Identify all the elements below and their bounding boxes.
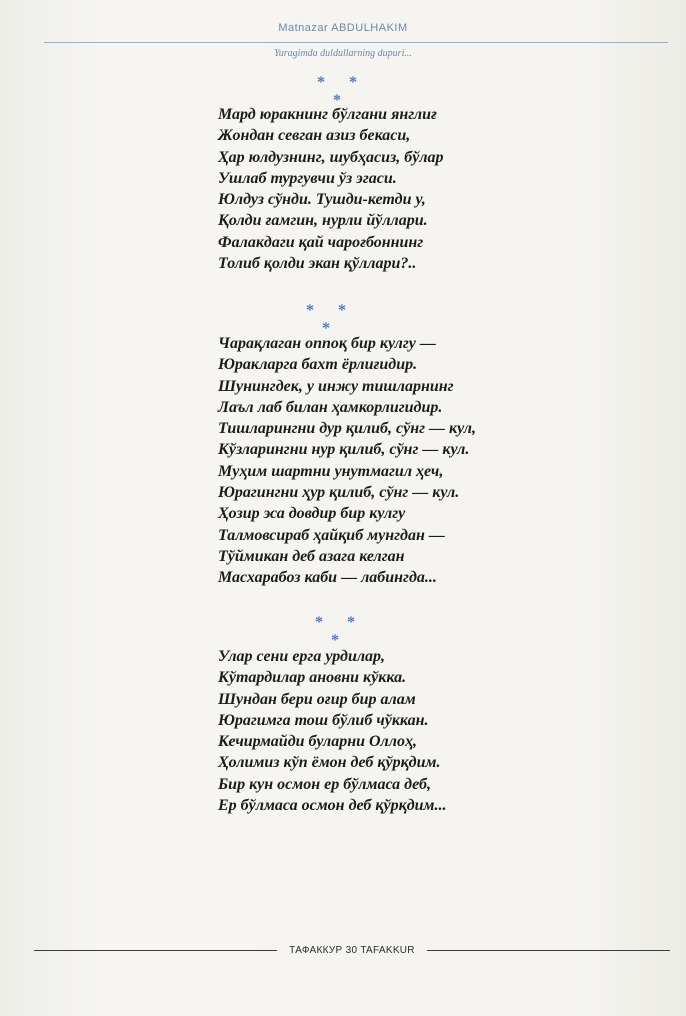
poem-line: Юракларга бахт ёрлиғидир. [218,356,418,374]
poem-line: Тишларингни дур қилиб, сўнг — кул, [218,420,476,438]
poem-line: Масхарабоз каби — лабингда... [218,569,437,587]
poem-line: Юлдуз сўнди. Тушди-кетди у, [218,191,426,209]
header-divider [44,42,668,43]
poem-line: Ушлаб тургувчи ўз эгаси. [218,169,397,187]
poem-line: Жондан севган азиз бекаси, [218,127,411,145]
page-footer [34,944,670,956]
poem-line: Қолди ғамгин, нурли йўллари. [218,212,428,230]
poem-stanza-3 [218,646,548,816]
running-header-subtitle: Yuragimda duldullarning dupuri... [274,48,412,59]
stanza-separator-3: * * * [315,614,365,649]
stanza-separator-1: * * * [317,74,367,109]
poem-line: Ҳолимиз кўп ёмон деб қўрқдим. [218,754,441,772]
stanza-separator-2: * * * [306,302,356,337]
poem-line: Фалакдаги қай чароғбоннинг [218,233,424,251]
poem-line: Ер бўлмаса осмон деб қўрқдим... [218,797,447,815]
poem-line: Чарақлаган оппоқ бир кулгу — [218,335,436,352]
poem-line: Лаъл лаб билан ҳамкорлигидир. [218,398,443,416]
poem-stanza-2 [218,333,548,589]
poem-line: Мард юракнинг бўлгани янглиғ [218,106,437,123]
poem-line: Юрагимга тош бўлиб чўккан. [218,711,429,729]
poem-line: Толиб қолди экан қўллари?.. [218,255,417,273]
poem-line: Бир кун осмон ер бўлмаса деб, [218,775,431,793]
poem-line: Шундан бери оғир бир алам [218,690,416,708]
poem-line: Талмовсираб ҳайқиб мунгдан — [218,526,445,544]
footer-rule-right [427,950,670,951]
poem-line: Кўзларингни нур қилиб, сўнг — кул. [218,441,470,459]
poem-line: Тўймикан деб азага келган [218,547,405,565]
poem-line: Улар сени ерга урдилар, [218,648,386,665]
poem-line: Юрагингни ҳур қилиб, сўнг — кул. [218,484,460,502]
poem-line: Шунингдек, у инжу тишларнинг [218,377,454,395]
poem-line: Кечирмайди буларни Оллоҳ, [218,733,417,751]
poem-line: Муҳим шартни унутмагил ҳеч, [218,462,444,480]
poem-line: Ҳар юлдузнинг, шубҳасиз, бўлар [218,148,444,166]
poem-line: Кўтардилар ановни кўкка. [218,669,407,687]
footer-page-label: ТАФАККУР 30 TAFAKKUR [289,944,415,956]
poem-stanza-1 [218,104,548,274]
footer-rule-left [34,950,277,951]
running-header-author: Matnazar ABDULHAKIM [278,22,408,34]
poem-line: Ҳозир эса довдир бир кулгу [218,505,406,523]
